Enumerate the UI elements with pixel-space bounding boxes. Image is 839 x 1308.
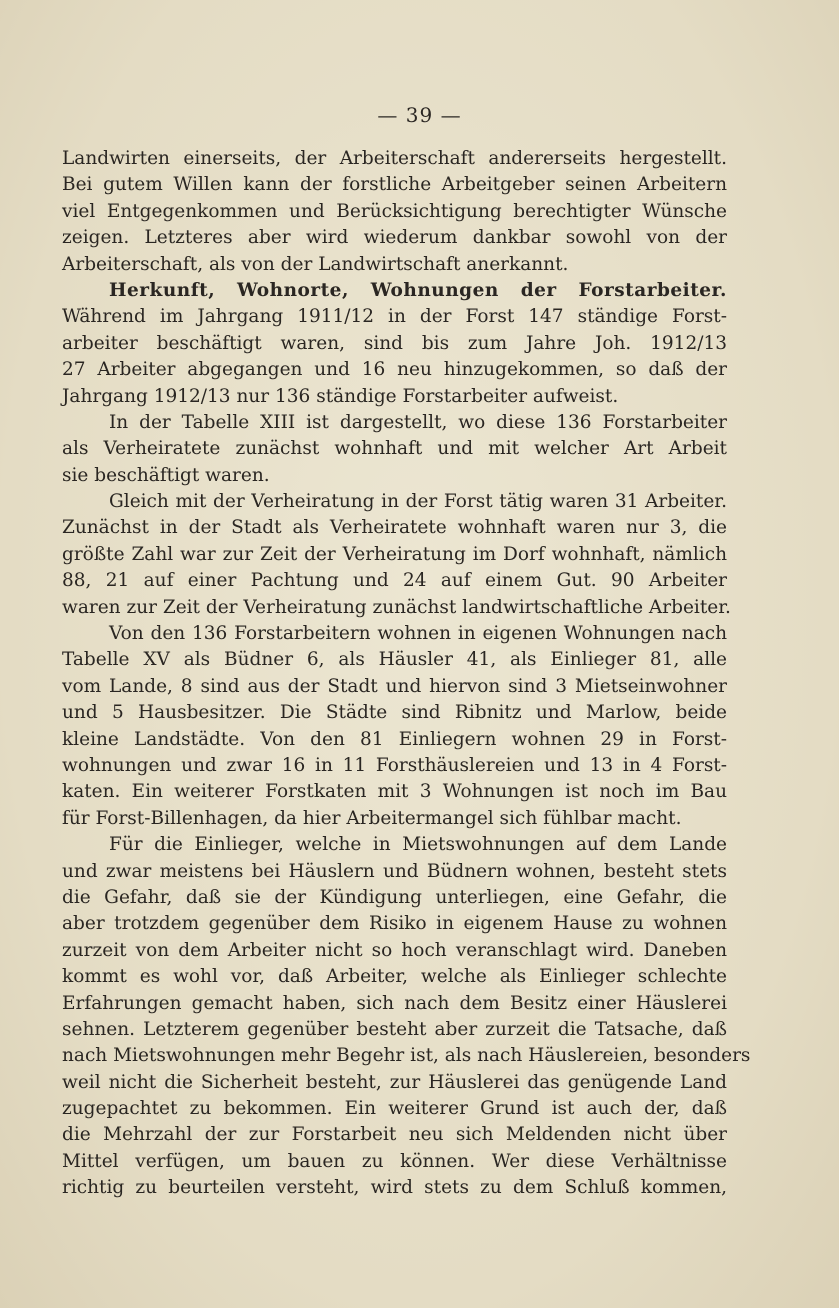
paragraph	[62, 146, 727, 278]
text-line: für Forst-Billenhagen, da hier Arbeitermangel sich fühlbar macht.	[62, 807, 682, 829]
paragraph	[62, 278, 727, 410]
text-line: Erfahrungen gemacht haben, sich nach dem Besitz einer Häuslerei	[62, 992, 727, 1014]
text-line: richtig zu beurteilen versteht, wird stets zu dem Schluß kommen,	[62, 1177, 727, 1199]
text-line: waren zur Zeit der Verheiratung zunächst landwirtschaftliche Arbeiter.	[62, 596, 731, 618]
paragraph	[62, 621, 727, 832]
text-line: katen. Ein weiterer Forstkaten mit 3 Wohnungen ist noch im Bau	[62, 781, 727, 803]
paragraph	[62, 410, 727, 489]
text-line: Gleich mit der Verheiratung in der Forst tätig waren 31 Arbeiter.	[109, 491, 727, 513]
text-line: Zunächst in der Stadt als Verheiratete wohnhaft waren nur 3, die	[62, 517, 727, 539]
text-line: kommt es wohl vor, daß Arbeiter, welche als Einlieger schlechte	[62, 966, 727, 988]
page-number: — 39 —	[377, 103, 462, 127]
text-line: aber trotzdem gegenüber dem Risiko in eigenem Hause zu wohnen	[62, 913, 727, 935]
text-line: zeigen. Letzteres aber wird wiederum dankbar sowohl von der	[62, 227, 727, 249]
text-line: In der Tabelle XIII ist dargestellt, wo diese 136 Forstarbeiter	[109, 411, 727, 433]
text-line: Jahrgang 1912/13 nur 136 ständige Forstarbeiter aufweist.	[62, 385, 619, 407]
text-line: 88, 21 auf einer Pachtung und 24 auf einem Gut. 90 Arbeiter	[62, 570, 727, 592]
paragraph	[62, 489, 731, 621]
text-line: Für die Einlieger, welche in Mietswohnungen auf dem Lande	[109, 834, 727, 856]
section-heading: Herkunft, Wohnorte, Wohnungen der Forstarbeiter.	[109, 279, 727, 301]
text-line: zugepachtet zu bekommen. Ein weiterer Grund ist auch der, daß	[62, 1098, 727, 1120]
text-line: zurzeit von dem Arbeiter nicht so hoch veranschlagt wird. Daneben	[62, 939, 727, 961]
text-line: wohnungen und zwar 16 in 11 Forsthäuslereien und 13 in 4 Forst-	[62, 754, 727, 776]
text-line: Arbeiterschaft, als von der Landwirtschaft anerkannt.	[62, 253, 569, 275]
text-line: die Gefahr, daß sie der Kündigung unterliegen, eine Gefahr, die	[62, 886, 727, 908]
text-line: vom Lande, 8 sind aus der Stadt und hiervon sind 3 Mietseinwohner	[62, 675, 727, 697]
text-line: größte Zahl war zur Zeit der Verheiratung im Dorf wohnhaft, nämlich	[62, 543, 727, 565]
text-line: als Verheiratete zunächst wohnhaft und mit welcher Art Arbeit	[62, 438, 727, 460]
text-line: und 5 Hausbesitzer. Die Städte sind Ribnitz und Marlow, beide	[62, 702, 727, 724]
text-line: kleine Landstädte. Von den 81 Einliegern wohnen 29 in Forst-	[62, 728, 727, 750]
text-line: sehnen. Letzterem gegenüber besteht aber zurzeit die Tatsache, daß	[62, 1018, 727, 1040]
text-line: Tabelle XV als Büdner 6, als Häusler 41, als Einlieger 81, alle	[62, 649, 727, 671]
text-line: nach Mietswohnungen mehr Begehr ist, als nach Häuslereien, besonders	[62, 1045, 751, 1067]
text-line: viel Entgegenkommen und Berücksichtigung berechtigter Wünsche	[62, 200, 727, 222]
text-line: 27 Arbeiter abgegangen und 16 neu hinzugekommen, so daß der	[62, 359, 727, 381]
text-line: Während im Jahrgang 1911/12 in der Forst 147 ständige Forst-	[62, 306, 727, 328]
text-line: Von den 136 Forstarbeitern wohnen in eigenen Wohnungen nach	[109, 623, 727, 645]
text-line: und zwar meistens bei Häuslern und Büdnern wohnen, besteht stets	[62, 860, 727, 882]
text-line: Landwirten einerseits, der Arbeiterschaft andererseits hergestellt.	[62, 148, 727, 169]
text-line: weil nicht die Sicherheit besteht, zur Häuslerei das genügende Land	[62, 1071, 727, 1093]
body-text	[62, 146, 751, 1202]
text-line: Mittel verfügen, um bauen zu können. Wer diese Verhältnisse	[62, 1150, 727, 1172]
text-line: sie beschäftigt waren.	[62, 464, 270, 486]
text-line: die Mehrzahl der zur Forstarbeit neu sich Meldenden nicht über	[62, 1124, 727, 1146]
text-line: Bei gutem Willen kann der forstliche Arbeitgeber seinen Arbeitern	[62, 174, 727, 196]
text-line: arbeiter beschäftigt waren, sind bis zum Jahre Joh. 1912/13	[62, 332, 727, 354]
paragraph	[62, 832, 751, 1201]
